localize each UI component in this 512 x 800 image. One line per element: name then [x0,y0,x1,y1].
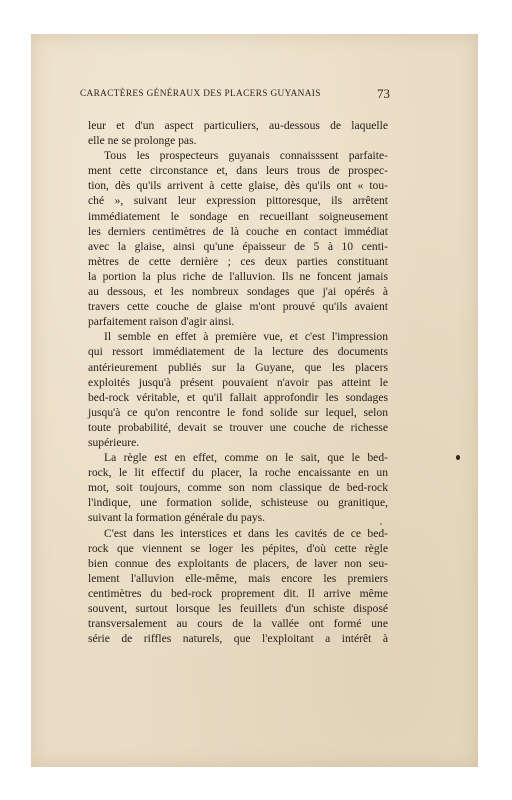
text-line: transversalement au cours de la vallée ont formé une [88,617,388,631]
text-line: avec la glaise, ainsi qu'une épaisseur de 5 à 10 centi- [88,239,388,253]
text-line: exploités jusqu'à présent pouvaient n'avoir pas atteint le [88,375,388,389]
text-line: supérieure. [88,435,140,449]
text-line: bien connue des exploitants de placers, de laver non seu- [88,556,388,570]
text-line: la portion la plus riche de l'alluvion. Ils ne foncent jamais [88,269,388,283]
text-line: leur et d'un aspect particuliers, au-dessous de laquelle [88,119,388,132]
text-line: rock, le lit effectif du placer, la roche encaissante en un [88,466,388,480]
page-header [80,87,390,103]
body-text [88,118,388,646]
text-line: parfaitement raison d'agir ainsi. [88,315,235,329]
text-line: Tous les prospecteurs guyanais connaisssent parfaite- [104,149,388,163]
text-line: jusqu'à ce qu'on rencontre le fond solide sur lequel, selon [88,405,388,419]
paragraph [88,526,388,647]
text-line: antérieurement publiés sur la Guyane, que les placers [88,360,388,374]
text-line: centimètres du bed-rock proprement dit. Il arrive même [88,586,388,600]
text-line: immédiatement le sondage en recueillant soigneusement [88,209,388,223]
paragraph [88,450,388,525]
ink-spot [456,455,460,460]
text-line: au dessous, et les nombreux sondages que j'ai opérés à [88,285,388,299]
paragraph [88,329,388,450]
text-line: travers cette couche de glaise m'ont prouvé qu'ils avaient [88,300,388,314]
text-line: elle ne se prolonge pas. [88,134,197,148]
text-line: rock que viennent se loger les pépites, d'où cette règle [88,541,388,555]
paragraph [88,118,388,148]
text-line: mètres de cette dernière ; ces deux parties constituant [88,254,388,268]
page-number: 73 [377,86,390,101]
text-line: suivant la formation générale du pays. [88,511,266,525]
paper-speck [380,523,382,525]
text-line: série de riffles naturels, que l'exploitant a intérêt à [88,632,388,646]
text-line: Il semble en effet à première vue, et c'est l'impression [104,330,388,344]
text-line: ment cette circonstance et, dans leurs trous de prospec- [88,164,388,178]
paragraph [88,148,388,329]
text-line: bed-rock véritable, et qu'il fallait approfondir les sondages [88,390,388,404]
text-line: ché », suivant leur expression pittoresque, ils arrêtent [88,194,388,208]
text-line: mot, soit toujours, comme son nom classique de bed-rock [88,481,388,495]
text-line: les derniers centimètres de là couche en contact immédiat [88,224,388,238]
text-line: tion, dès qu'ils arrivent à cette glaise, dès qu'ils ont « tou- [88,179,388,193]
text-line: toute probabilité, devait se trouver une couche de richesse [88,420,388,434]
text-line: qui ressort immédiatement de la lecture des documents [88,345,388,359]
text-line: C'est dans les interstices et dans les cavités de ce bed- [104,526,388,540]
text-line: l'indique, une formation solide, schisteuse ou granitique, [88,496,388,510]
running-title: CARACTÈRES GÉNÉRAUX DES PLACERS GUYANAIS [80,89,321,99]
text-line: souvent, surtout lorsque les feuillets d'un schiste disposé [88,602,388,615]
text-line: lement l'alluvion elle-même, mais encore les premiers [88,571,388,585]
text-line: La règle est en effet, comme on le sait, que le bed- [104,451,388,465]
